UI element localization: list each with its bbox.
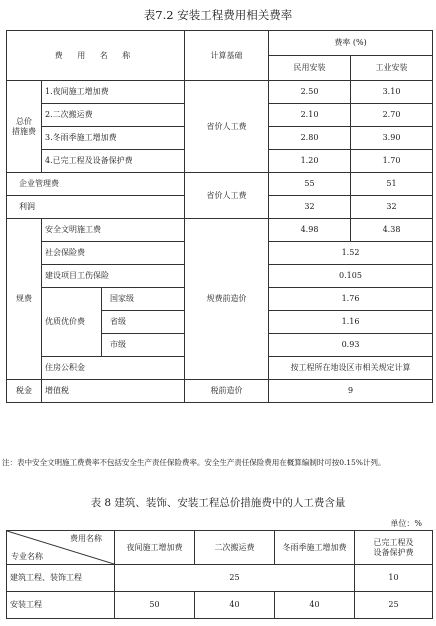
- row-name: 3.冬雨季施工增加费: [42, 127, 185, 150]
- industrial-value: 3.90: [351, 127, 433, 150]
- industrial-header: 工业安装: [351, 56, 433, 81]
- measures-group-label: 总价 措施费: [7, 81, 42, 173]
- row-name: 增值税: [42, 380, 185, 403]
- merged-value: 1.52: [269, 242, 433, 265]
- table-row: [7, 81, 433, 104]
- management-basis: 省价人工费: [185, 173, 269, 219]
- merged-value: 25: [115, 565, 355, 592]
- merged-value: 1.76: [269, 288, 433, 311]
- row-name: 4.已完工程及设备保护费: [42, 150, 185, 173]
- civil-value: 2.50: [269, 81, 351, 104]
- cell-value: 40: [275, 592, 355, 619]
- table-row: [7, 219, 433, 242]
- level-label: 省级: [102, 311, 185, 334]
- civil-value: 4.98: [269, 219, 351, 242]
- fees-basis: 规费前造价: [185, 219, 269, 380]
- table-row: [7, 592, 433, 619]
- unit-label: 单位：%: [390, 519, 422, 528]
- header-row: [7, 31, 433, 56]
- measures-basis: 省价人工费: [185, 81, 269, 173]
- rate-header: 费率 (%): [269, 31, 433, 56]
- cell-value: 10: [355, 565, 433, 592]
- table2-title: 表 8 建筑、装饰、安装工程总价措施费中的人工费含量: [90, 497, 346, 509]
- column-header: 二次搬运费: [195, 531, 275, 565]
- tax-group-label: 税金: [7, 380, 42, 403]
- civil-value: 55: [269, 173, 351, 196]
- level-label: 国家级: [102, 288, 185, 311]
- table1-title: 表7.2 安装工程费用相关费率: [143, 8, 293, 22]
- row-name: 建设项目工伤保险: [42, 265, 185, 288]
- row-name: 建筑工程、装饰工程: [7, 565, 115, 592]
- item-header: 费 用 名 称: [7, 31, 185, 81]
- civil-value: 1.20: [269, 150, 351, 173]
- civil-header: 民用安装: [269, 56, 351, 81]
- fee-rate-table: [6, 30, 433, 403]
- merged-value: 9: [269, 380, 433, 403]
- row-name: 1.夜间施工增加费: [42, 81, 185, 104]
- corner-bottom-label: 专业名称: [11, 551, 43, 561]
- profit-label: 利润: [7, 196, 185, 219]
- diagonal-header-cell: [7, 531, 115, 565]
- column-header: 冬雨季施工增加费: [275, 531, 355, 565]
- industrial-value: 32: [351, 196, 433, 219]
- industrial-value: 1.70: [351, 150, 433, 173]
- industrial-value: 2.70: [351, 104, 433, 127]
- row-name: 2.二次搬运费: [42, 104, 185, 127]
- header-row: [7, 531, 433, 565]
- cell-value: 40: [195, 592, 275, 619]
- column-header: 夜间施工增加费: [115, 531, 195, 565]
- basis-header: 计算基础: [185, 31, 269, 81]
- industrial-value: 3.10: [351, 81, 433, 104]
- row-name: 住房公积金: [42, 357, 185, 380]
- merged-value: 0.93: [269, 334, 433, 357]
- row-name: 社会保险费: [42, 242, 185, 265]
- industrial-value: 4.38: [351, 219, 433, 242]
- premium-label: 优质优价费: [42, 288, 102, 357]
- table-row: [7, 173, 433, 196]
- labor-content-table: [6, 530, 433, 619]
- merged-value: 0.105: [269, 265, 433, 288]
- level-label: 市级: [102, 334, 185, 357]
- cell-value: 50: [115, 592, 195, 619]
- cell-value: 25: [355, 592, 433, 619]
- merged-value: 1.16: [269, 311, 433, 334]
- merged-value: 按工程所在地设区市相关规定计算: [269, 357, 433, 380]
- fees-group-label: 规费: [7, 219, 42, 380]
- column-header: 已完工程及 设备保护费: [355, 531, 433, 565]
- corner-top-label: 费用名称: [70, 534, 102, 543]
- industrial-value: 51: [351, 173, 433, 196]
- tax-basis: 税前造价: [185, 380, 269, 403]
- table-row: [7, 565, 433, 592]
- civil-value: 2.10: [269, 104, 351, 127]
- row-name: 安全文明施工费: [42, 219, 185, 242]
- civil-value: 32: [269, 196, 351, 219]
- management-label: 企业管理费: [7, 173, 185, 196]
- table-row: [7, 380, 433, 403]
- table1-note: 注：表中安全文明施工费费率不包括安全生产责任保险费率。安全生产责任保险费用在概算编制时可按0.15%计列。: [2, 458, 386, 467]
- civil-value: 2.80: [269, 127, 351, 150]
- row-name: 安装工程: [7, 592, 115, 619]
